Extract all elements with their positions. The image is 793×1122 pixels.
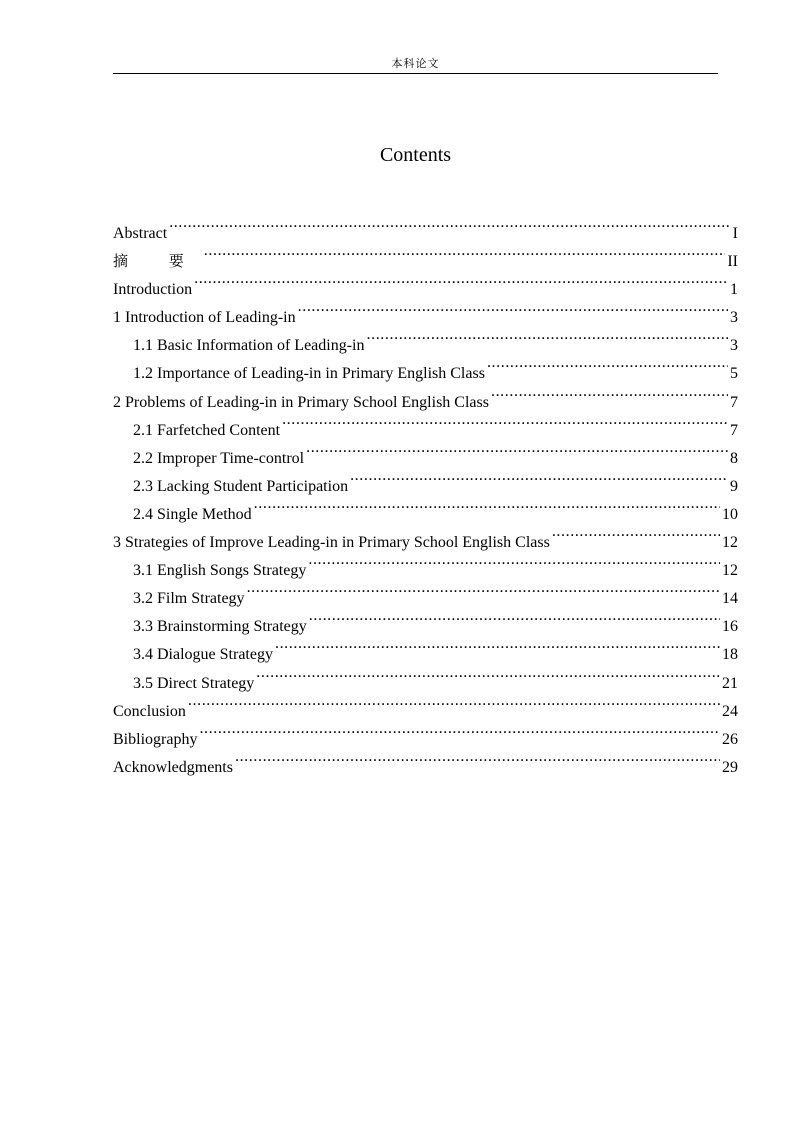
toc-entry-label: 3.5 Direct Strategy <box>133 674 255 692</box>
dot-leader <box>169 210 730 238</box>
dot-leader <box>367 322 729 350</box>
dot-leader <box>275 631 720 659</box>
toc-entry-page: 18 <box>722 646 738 664</box>
toc-entry-acknowledgments[interactable] <box>113 744 738 776</box>
dot-leader <box>247 575 720 603</box>
toc-entry-label: 3.3 Brainstorming Strategy <box>133 618 307 636</box>
toc-entry-label: 2 Problems of Leading-in in Primary School English Class <box>113 393 489 411</box>
toc-entry-page: 3 <box>730 337 738 355</box>
dot-leader <box>188 688 720 716</box>
toc-entry-label: 3.1 English Songs Strategy <box>133 562 307 580</box>
dot-leader <box>254 491 720 519</box>
toc-entry-label: 3.2 Film Strategy <box>133 590 245 608</box>
toc-entry-page: 8 <box>730 449 738 467</box>
toc-entry-page: 14 <box>722 590 738 608</box>
toc-entry-page: 29 <box>722 758 738 776</box>
dot-leader <box>194 266 728 294</box>
toc-entry-page: 9 <box>730 477 738 495</box>
toc-entry-label: 3.4 Dialogue Strategy <box>133 646 273 664</box>
dot-leader <box>256 660 720 688</box>
toc-title: Contents <box>379 144 452 166</box>
toc-entry-label: Abstract <box>113 225 168 242</box>
header-rule <box>113 73 718 74</box>
dot-leader <box>552 519 720 547</box>
dot-leader <box>308 547 720 575</box>
toc-entry-page: 10 <box>722 505 738 523</box>
toc-entry-label: Bibliography <box>113 730 198 748</box>
toc-entry-page: 5 <box>730 365 738 383</box>
toc-entry-page: 12 <box>722 562 738 580</box>
toc-list <box>113 210 738 776</box>
toc-entry-label: 2.3 Lacking Student Participation <box>133 477 349 495</box>
toc-entry-page: II <box>727 253 738 271</box>
toc-entry-introduction[interactable] <box>113 266 738 299</box>
dot-leader <box>199 716 720 744</box>
toc-entry-page: 12 <box>722 534 738 552</box>
dot-leader <box>350 463 728 491</box>
toc-entry-bibliography[interactable] <box>113 716 738 748</box>
dot-leader <box>309 603 720 631</box>
toc-entry-chinese-abstract[interactable] <box>113 238 738 271</box>
toc-entry-label: 3 Strategies of Improve Leading-in in Primary School English Class <box>113 534 550 552</box>
dot-leader <box>491 379 728 407</box>
toc-entry-conclusion[interactable] <box>113 688 738 720</box>
dot-leader <box>306 435 728 463</box>
toc-entry-label: 1 Introduction of Leading-in <box>113 309 296 327</box>
dot-leader <box>487 350 728 378</box>
toc-entry-label: 1.1 Basic Information of Leading-in <box>133 337 365 355</box>
toc-entry-label: 摘 要 <box>113 252 202 271</box>
toc-entry-label: Conclusion <box>113 702 186 720</box>
toc-entry-page: 24 <box>722 702 738 720</box>
toc-entry-page: 16 <box>722 618 738 636</box>
toc-entry-page: 3 <box>730 309 738 327</box>
toc-entry-abstract[interactable] <box>113 210 738 242</box>
dot-leader <box>204 238 726 266</box>
toc-entry-label: 2.1 Farfetched Content <box>133 421 281 439</box>
toc-entry-page: 26 <box>722 730 738 748</box>
running-header: 本科论文 <box>391 57 440 70</box>
toc-entry-label: 1.2 Importance of Leading-in in Primary English Class <box>133 365 485 383</box>
toc-entry-page: 21 <box>722 674 738 692</box>
dot-leader <box>235 744 720 772</box>
dot-leader <box>298 294 728 322</box>
toc-entry-page: 1 <box>730 281 738 299</box>
toc-entry-label: Introduction <box>113 281 193 299</box>
toc-entry-label: Acknowledgments <box>113 758 233 776</box>
toc-entry-page: I <box>732 225 738 242</box>
toc-entry-chapter-1[interactable] <box>113 294 738 327</box>
toc-entry-page: 7 <box>730 393 738 411</box>
dot-leader <box>282 407 728 435</box>
toc-entry-label: 2.2 Improper Time-control <box>133 449 305 467</box>
toc-entry-page: 7 <box>730 421 738 439</box>
toc-entry-label: 2.4 Single Method <box>133 505 252 523</box>
